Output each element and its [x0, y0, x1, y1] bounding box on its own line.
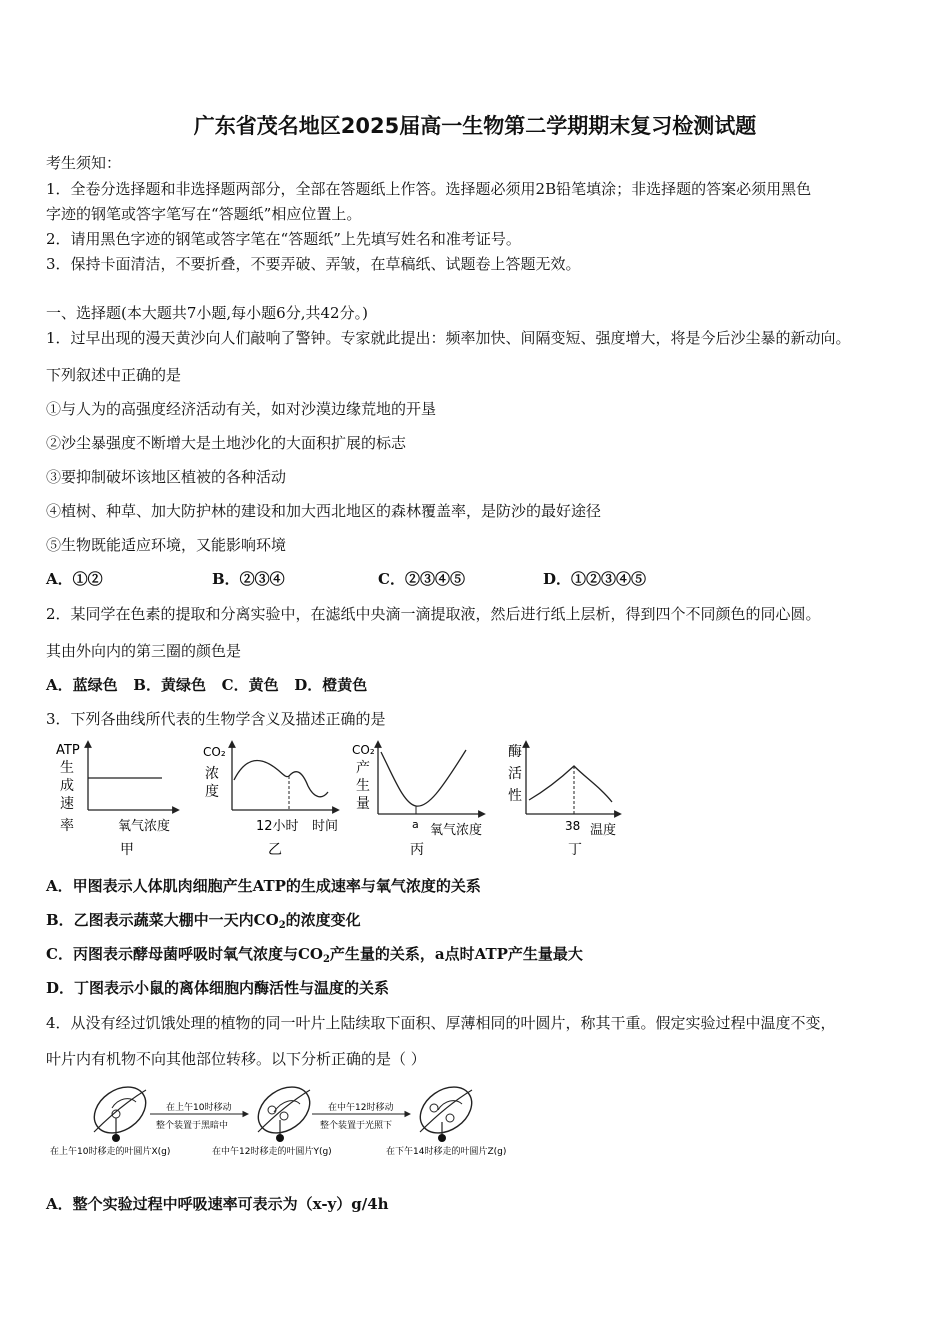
- notice-heading: 考生须知：: [46, 154, 122, 172]
- graph-ding: [508, 744, 618, 858]
- graph-yi: [203, 744, 338, 858]
- graph-bing-ylabel-2: 生: [356, 778, 370, 794]
- graph-ding-curve: [529, 766, 612, 802]
- graph-jia-ylabel-0: ATP: [56, 743, 80, 758]
- notice-item-1-cont: 字迹的钢笔或答字笔写在“答题纸”相应位置上。: [46, 205, 362, 223]
- q4-option-a[interactable]: A．整个实验过程中呼吸速率可表示为（x-y）g/4h: [46, 1195, 389, 1213]
- page-title: 广东省茂名地区2025届高一生物第二学期期末复习检测试题: [193, 114, 757, 138]
- q3-option-b-text: B．乙图表示蔬菜大棚中一天内CO: [46, 911, 279, 929]
- graph-yi-ylabel-0: CO₂: [203, 745, 226, 759]
- q3-option-d[interactable]: D．丁图表示小鼠的离体细胞内酶活性与温度的关系: [46, 979, 390, 997]
- graph-ding-ylabel-1: 活: [508, 766, 522, 782]
- graph-jia: [56, 743, 176, 858]
- section-heading: 一、选择题(本大题共7小题,每小题6分,共42分。): [46, 304, 368, 322]
- graph-jia-ylabel-4: 率: [60, 818, 74, 834]
- q4-stem-cont: 叶片内有机物不向其他部位转移。以下分析正确的是（ ）: [46, 1050, 426, 1068]
- q3-option-c[interactable]: [46, 943, 583, 964]
- caption-x: 在上午10时移走的叶圆片X(g): [50, 1147, 171, 1157]
- arrow-1-bottom-label: 整个装置于黑暗中: [156, 1121, 229, 1131]
- q2-stem: 2．某同学在色素的提取和分离实验中，在滤纸中央滴一滴提取液，然后进行纸上层析，得到四个不同颜色的同心圆。: [46, 605, 821, 623]
- graph-yi-ylabel-2: 度: [205, 784, 219, 800]
- q3-option-c-text: C．丙图表示酵母菌呼吸时氧气浓度与CO: [46, 945, 323, 963]
- leaf-disc-z: [438, 1134, 446, 1142]
- notice-item-2: 2．请用黑色字迹的钢笔或答字笔在“答题纸”上先填写姓名和准考证号。: [46, 230, 521, 248]
- q3-option-c-sub: 2: [322, 954, 330, 965]
- q2-options[interactable]: A．蓝绿色 B．黄绿色 C．黄色 D．橙黄色: [46, 676, 368, 694]
- graph-bing-name: 丙: [410, 842, 424, 858]
- graph-bing-xlabel: 氧气浓度: [430, 823, 483, 838]
- graph-yi-curve: [234, 761, 328, 797]
- graph-ding-xlabel: 温度: [590, 823, 617, 838]
- arrow-2-bottom-label: 整个装置于光照下: [320, 1121, 393, 1131]
- graph-bing-ylabel-3: 量: [356, 796, 370, 812]
- q3-option-b-text-2: 的浓度变化: [285, 911, 361, 929]
- graph-bing-tick: a: [412, 818, 419, 831]
- q4-stem: 4．从没有经过饥饿处理的植物的同一叶片上陆续取下面积、厚薄相同的叶圆片，称其干重。假定实验过程中温度不变，: [46, 1014, 836, 1032]
- graph-bing-curve: [381, 750, 466, 806]
- q1-option-a[interactable]: A．①②: [46, 570, 103, 588]
- graph-ding-ylabel-0: 酶: [508, 744, 522, 760]
- graph-jia-ylabel-1: 生: [60, 760, 74, 776]
- q1-stem-cont: 下列叙述中正确的是: [46, 366, 182, 384]
- q1-option-b[interactable]: B．②③④: [212, 570, 285, 588]
- q3-option-a[interactable]: A．甲图表示人体肌肉细胞产生ATP的生成速率与氧气浓度的关系: [46, 877, 481, 895]
- q1-item-3: ③要抑制破坏该地区植被的各种活动: [46, 468, 287, 486]
- q3-stem: 3．下列各曲线所代表的生物学含义及描述正确的是: [46, 710, 386, 728]
- graph-bing-ylabel-1: 产: [356, 760, 370, 776]
- arrow-2: [312, 1101, 410, 1131]
- q4-diagram: [46, 1080, 526, 1160]
- graph-bing: [352, 743, 482, 858]
- caption-z: 在下午14时移走的叶圆片Z(g): [386, 1147, 507, 1157]
- q3-graphs: [46, 738, 646, 863]
- q1-item-1: ①与人为的高强度经济活动有关，如对沙漠边缘荒地的开垦: [46, 400, 437, 418]
- arrow-1-top-label: 在上午10时移动: [166, 1103, 232, 1113]
- caption-y: 在中午12时移走的叶圆片Y(g): [212, 1147, 332, 1157]
- q1-stem: 1．过早出现的漫天黄沙向人们敲响了警钟。专家就此提出：频率加快、间隔变短、强度增大，将是今后沙尘暴的新动向。: [46, 329, 851, 347]
- graph-yi-name: 乙: [268, 842, 282, 858]
- graph-ding-tick: 38: [565, 819, 581, 833]
- graph-yi-ylabel-1: 浓: [205, 766, 219, 782]
- graph-jia-ylabel-2: 成: [60, 778, 74, 794]
- leaf-1: [86, 1080, 155, 1142]
- q2-stem-cont: 其由外向内的第三圈的颜色是: [46, 642, 242, 660]
- notice-item-1: 1．全卷分选择题和非选择题两部分，全部在答题纸上作答。选择题必须用2B铅笔填涂；非选择题的答案必须用黑色: [46, 180, 812, 198]
- arrow-2-top-label: 在中午12时移动: [328, 1103, 394, 1113]
- graph-ding-name: 丁: [568, 842, 582, 858]
- q3-option-c-text-2: 产生量的关系，a点时ATP产生量最大: [329, 945, 583, 963]
- q1-option-c[interactable]: C．②③④⑤: [378, 570, 465, 588]
- leaf-disc-y: [276, 1134, 284, 1142]
- leaf-disc-x: [112, 1134, 120, 1142]
- q1-option-d[interactable]: D．①②③④⑤: [543, 570, 647, 588]
- notice-item-3: 3．保持卡面清洁，不要折叠，不要弄破、弄皱，在草稿纸、试题卷上答题无效。: [46, 255, 581, 273]
- q1-item-2: ②沙尘暴强度不断增大是土地沙化的大面积扩展的标志: [46, 434, 407, 452]
- arrow-1: [150, 1101, 248, 1131]
- q1-item-4: ④植树、种草、加大防护林的建设和加大西北地区的森林覆盖率，是防沙的最好途径: [46, 502, 602, 520]
- graph-ding-ylabel-2: 性: [508, 788, 522, 804]
- leaf-3: [412, 1080, 481, 1142]
- q3-option-b[interactable]: [46, 909, 361, 930]
- leaf-2: [250, 1080, 319, 1142]
- graph-yi-tick: 12小时: [256, 819, 299, 834]
- graph-yi-xlabel: 时间: [312, 819, 339, 834]
- graph-jia-ylabel-3: 速: [60, 796, 74, 812]
- graph-bing-ylabel-0: CO₂: [352, 743, 375, 757]
- graph-jia-xlabel: 氧气浓度: [118, 819, 171, 834]
- graph-jia-name: 甲: [120, 842, 134, 858]
- q1-item-5: ⑤生物既能适应环境，又能影响环境: [46, 536, 287, 554]
- q3-option-b-sub: 2: [278, 920, 286, 931]
